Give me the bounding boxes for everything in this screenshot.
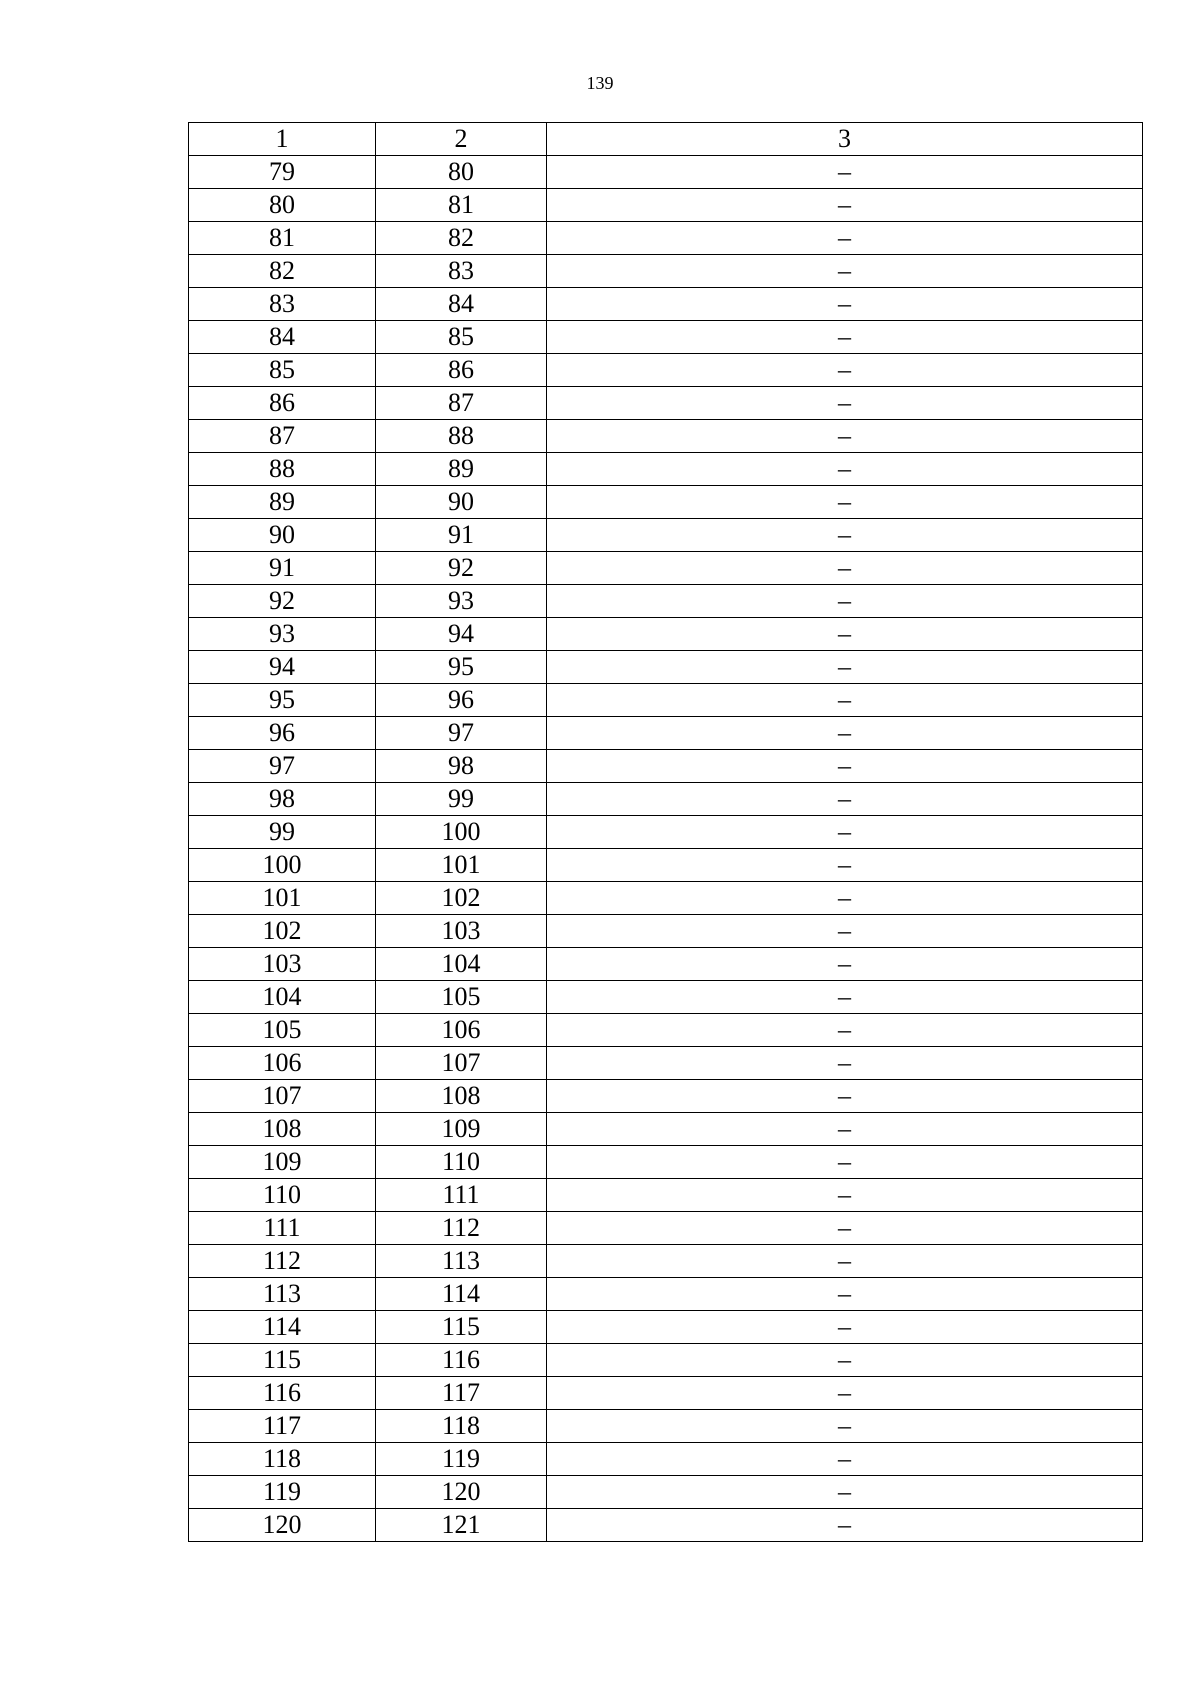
table-cell-col-1: 80: [189, 189, 376, 222]
table-cell-col-3: –: [547, 1014, 1143, 1047]
column-header-1: 1: [189, 123, 376, 156]
table-cell-col-3: –: [547, 420, 1143, 453]
table-row: [189, 651, 1143, 684]
table-cell-col-2: 120: [376, 1476, 547, 1509]
table-row: [189, 1377, 1143, 1410]
table-cell-col-1: 109: [189, 1146, 376, 1179]
table-cell-col-1: 93: [189, 618, 376, 651]
table-cell-col-1: 106: [189, 1047, 376, 1080]
table-cell-col-2: 95: [376, 651, 547, 684]
table-row: [189, 1476, 1143, 1509]
table-cell-col-3: –: [547, 156, 1143, 189]
table-cell-col-3: –: [547, 618, 1143, 651]
table-cell-col-1: 104: [189, 981, 376, 1014]
table-cell-col-1: 115: [189, 1344, 376, 1377]
table-cell-col-1: 90: [189, 519, 376, 552]
table-cell-col-1: 85: [189, 354, 376, 387]
table-row: [189, 1410, 1143, 1443]
table-row: [189, 882, 1143, 915]
table-cell-col-1: 79: [189, 156, 376, 189]
table-row: [189, 1311, 1143, 1344]
table-cell-col-1: 113: [189, 1278, 376, 1311]
table-cell-col-3: –: [547, 1377, 1143, 1410]
table-cell-col-2: 108: [376, 1080, 547, 1113]
table-row: [189, 816, 1143, 849]
table-cell-col-2: 112: [376, 1212, 547, 1245]
table-cell-col-1: 97: [189, 750, 376, 783]
table-cell-col-2: 99: [376, 783, 547, 816]
table-cell-col-1: 88: [189, 453, 376, 486]
table-row: [189, 1509, 1143, 1542]
table-cell-col-1: 81: [189, 222, 376, 255]
table-cell-col-2: 82: [376, 222, 547, 255]
table-cell-col-3: –: [547, 1476, 1143, 1509]
table-cell-col-3: –: [547, 321, 1143, 354]
table-cell-col-1: 114: [189, 1311, 376, 1344]
table-cell-col-3: –: [547, 915, 1143, 948]
table-cell-col-2: 118: [376, 1410, 547, 1443]
table-cell-col-1: 112: [189, 1245, 376, 1278]
table-cell-col-3: –: [547, 1146, 1143, 1179]
table-row: [189, 1179, 1143, 1212]
table-cell-col-3: –: [547, 684, 1143, 717]
table-row: [189, 321, 1143, 354]
table-cell-col-1: 99: [189, 816, 376, 849]
table-cell-col-1: 117: [189, 1410, 376, 1443]
page-number: 139: [586, 73, 614, 93]
table-row: [189, 1245, 1143, 1278]
table-cell-col-3: –: [547, 189, 1143, 222]
table-row: [189, 684, 1143, 717]
table-cell-col-3: –: [547, 222, 1143, 255]
table-cell-col-3: –: [547, 1179, 1143, 1212]
table-cell-col-1: 116: [189, 1377, 376, 1410]
table-cell-col-3: –: [547, 453, 1143, 486]
table-cell-col-1: 107: [189, 1080, 376, 1113]
table-cell-col-3: –: [547, 1080, 1143, 1113]
table-cell-col-3: –: [547, 1311, 1143, 1344]
table-cell-col-3: –: [547, 882, 1143, 915]
table-cell-col-3: –: [547, 816, 1143, 849]
table-cell-col-2: 80: [376, 156, 547, 189]
table-cell-col-1: 101: [189, 882, 376, 915]
table-cell-col-3: –: [547, 552, 1143, 585]
table-cell-col-2: 84: [376, 288, 547, 321]
table-cell-col-3: –: [547, 1278, 1143, 1311]
table-cell-col-1: 83: [189, 288, 376, 321]
table-cell-col-1: 120: [189, 1509, 376, 1542]
table-cell-col-2: 97: [376, 717, 547, 750]
table-cell-col-3: –: [547, 750, 1143, 783]
table-cell-col-1: 92: [189, 585, 376, 618]
table-cell-col-3: –: [547, 1410, 1143, 1443]
table-cell-col-2: 91: [376, 519, 547, 552]
table-cell-col-2: 94: [376, 618, 547, 651]
table-cell-col-2: 104: [376, 948, 547, 981]
table-cell-col-1: 108: [189, 1113, 376, 1146]
table-cell-col-3: –: [547, 1245, 1143, 1278]
table-row: [189, 981, 1143, 1014]
table-row: [189, 1146, 1143, 1179]
table-cell-col-2: 83: [376, 255, 547, 288]
table-row: [189, 354, 1143, 387]
table-cell-col-2: 116: [376, 1344, 547, 1377]
table-cell-col-2: 89: [376, 453, 547, 486]
table-row: [189, 387, 1143, 420]
table-row: [189, 849, 1143, 882]
table-cell-col-2: 119: [376, 1443, 547, 1476]
table-cell-col-2: 113: [376, 1245, 547, 1278]
table-row: [189, 618, 1143, 651]
table-cell-col-3: –: [547, 585, 1143, 618]
table-cell-col-2: 87: [376, 387, 547, 420]
table-row: [189, 948, 1143, 981]
table-row: [189, 1080, 1143, 1113]
table-cell-col-2: 85: [376, 321, 547, 354]
table-row: [189, 1047, 1143, 1080]
table-cell-col-2: 111: [376, 1179, 547, 1212]
table-cell-col-3: –: [547, 1047, 1143, 1080]
table-cell-col-2: 92: [376, 552, 547, 585]
table-cell-col-2: 93: [376, 585, 547, 618]
table-row: [189, 1344, 1143, 1377]
table-cell-col-2: 98: [376, 750, 547, 783]
table-cell-col-1: 118: [189, 1443, 376, 1476]
table-cell-col-1: 87: [189, 420, 376, 453]
table-row: [189, 519, 1143, 552]
table-cell-col-3: –: [547, 1212, 1143, 1245]
table-cell-col-1: 111: [189, 1212, 376, 1245]
table-row: [189, 189, 1143, 222]
table-cell-col-1: 96: [189, 717, 376, 750]
table-row: [189, 750, 1143, 783]
table-cell-col-3: –: [547, 948, 1143, 981]
table-row: [189, 717, 1143, 750]
data-table: [188, 122, 1143, 1542]
table-cell-col-3: –: [547, 387, 1143, 420]
table-cell-col-2: 117: [376, 1377, 547, 1410]
table-cell-col-1: 94: [189, 651, 376, 684]
table-cell-col-2: 86: [376, 354, 547, 387]
table-header: [189, 123, 1143, 156]
table-cell-col-2: 88: [376, 420, 547, 453]
table-cell-col-3: –: [547, 1509, 1143, 1542]
table-cell-col-3: –: [547, 255, 1143, 288]
table-cell-col-3: –: [547, 981, 1143, 1014]
table-cell-col-3: –: [547, 1113, 1143, 1146]
table-cell-col-2: 121: [376, 1509, 547, 1542]
table-cell-col-3: –: [547, 849, 1143, 882]
table-row: [189, 156, 1143, 189]
table-header-row: [189, 123, 1143, 156]
table-cell-col-2: 90: [376, 486, 547, 519]
table-cell-col-3: –: [547, 519, 1143, 552]
table-row: [189, 1443, 1143, 1476]
table-row: [189, 585, 1143, 618]
table-cell-col-1: 119: [189, 1476, 376, 1509]
table-cell-col-2: 114: [376, 1278, 547, 1311]
table-row: [189, 255, 1143, 288]
table-cell-col-2: 103: [376, 915, 547, 948]
table-row: [189, 420, 1143, 453]
table-row: [189, 1113, 1143, 1146]
column-header-2: 2: [376, 123, 547, 156]
table-row: [189, 1014, 1143, 1047]
table-cell-col-1: 84: [189, 321, 376, 354]
table-row: [189, 453, 1143, 486]
table-cell-col-1: 91: [189, 552, 376, 585]
table-cell-col-1: 89: [189, 486, 376, 519]
table-body: [189, 156, 1143, 1542]
table-cell-col-3: –: [547, 1344, 1143, 1377]
table-cell-col-1: 86: [189, 387, 376, 420]
table-cell-col-2: 81: [376, 189, 547, 222]
table-cell-col-2: 106: [376, 1014, 547, 1047]
table-cell-col-3: –: [547, 783, 1143, 816]
table-cell-col-2: 107: [376, 1047, 547, 1080]
table-cell-col-3: –: [547, 1443, 1143, 1476]
table-cell-col-2: 110: [376, 1146, 547, 1179]
table-row: [189, 1212, 1143, 1245]
table-cell-col-1: 110: [189, 1179, 376, 1212]
table-cell-col-1: 98: [189, 783, 376, 816]
table-cell-col-3: –: [547, 651, 1143, 684]
table-cell-col-1: 105: [189, 1014, 376, 1047]
table-cell-col-1: 100: [189, 849, 376, 882]
table-cell-col-1: 103: [189, 948, 376, 981]
table-cell-col-3: –: [547, 717, 1143, 750]
table-cell-col-3: –: [547, 288, 1143, 321]
table-cell-col-1: 102: [189, 915, 376, 948]
table-cell-col-3: –: [547, 486, 1143, 519]
table-row: [189, 288, 1143, 321]
table-cell-col-2: 115: [376, 1311, 547, 1344]
table-cell-col-2: 102: [376, 882, 547, 915]
table-cell-col-2: 100: [376, 816, 547, 849]
table-row: [189, 552, 1143, 585]
table-row: [189, 783, 1143, 816]
table-row: [189, 222, 1143, 255]
table-cell-col-2: 109: [376, 1113, 547, 1146]
table-row: [189, 915, 1143, 948]
table-cell-col-2: 96: [376, 684, 547, 717]
table-cell-col-1: 95: [189, 684, 376, 717]
table-cell-col-2: 101: [376, 849, 547, 882]
table-row: [189, 486, 1143, 519]
table-cell-col-3: –: [547, 354, 1143, 387]
column-header-3: 3: [547, 123, 1143, 156]
table-row: [189, 1278, 1143, 1311]
table-cell-col-2: 105: [376, 981, 547, 1014]
table-cell-col-1: 82: [189, 255, 376, 288]
